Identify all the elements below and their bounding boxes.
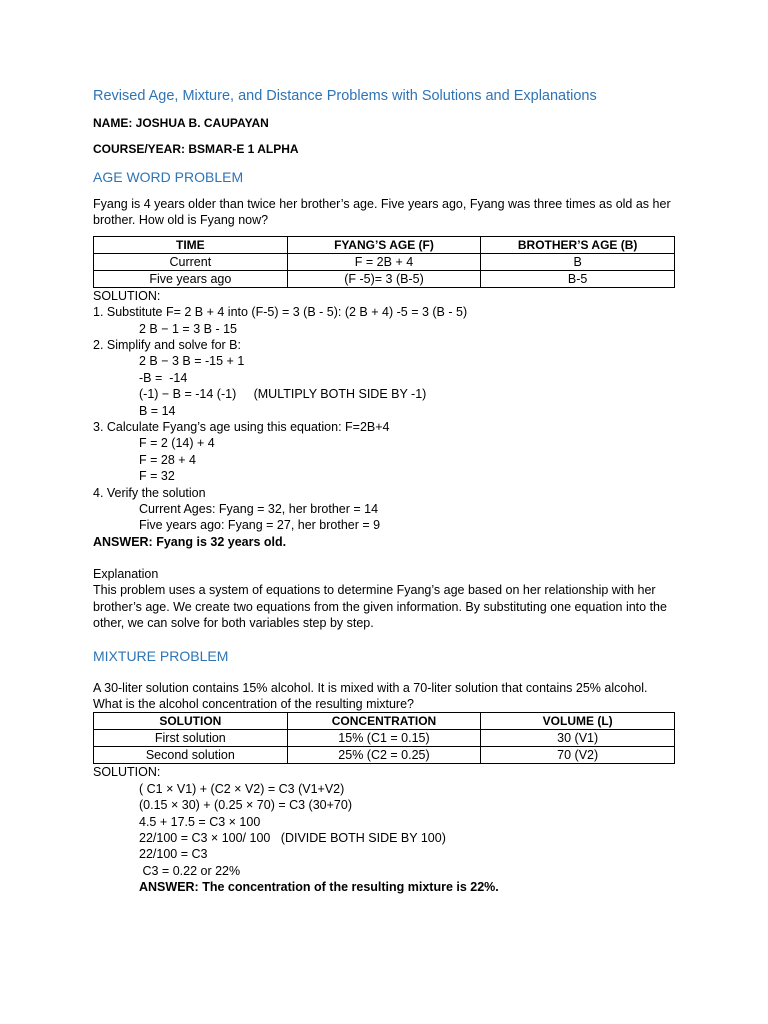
mixture-table [93,712,675,764]
solution-step: 22/100 = C3 × 100/ 100 (DIVIDE BOTH SIDE BY 100) [139,831,446,846]
solution-step: (0.15 × 30) + (0.25 × 70) = C3 (30+70) [139,798,352,813]
table-cell: 70 (V2) [481,747,675,764]
solution-step: 2. Simplify and solve for B: [93,337,241,352]
solution-step: 22/100 = C3 [139,847,208,862]
table-cell: 30 (V1) [481,730,675,747]
table-cell: 25% (C2 = 0.25) [287,747,481,764]
table-cell: First solution [94,730,288,747]
explanation-text: This problem uses a system of equations to determine Fyang’s age based on her relationship with her brother’s age. We create two equations from the given information. By substituting one equation into the other, we can solve for both variables step by step. [93,583,667,631]
mixture-answer: ANSWER: The concentration of the resulting mixture is 22%. [139,880,499,895]
course-line: COURSE/YEAR: BSMAR-E 1 ALPHA [93,142,299,156]
solution-step: F = 2 (14) + 4 [139,436,215,451]
table-header-cell: FYANG’S AGE (F) [287,236,481,253]
table-cell: Second solution [94,747,288,764]
age-section-heading: AGE WORD PROBLEM [93,169,244,185]
mixture-problem-text: A 30-liter solution contains 15% alcohol. It is mixed with a 70-liter solution that contains 25% alcohol. What is the alcohol concentration of the resulting mixture? [93,680,648,712]
solution-step: -B = -14 [139,370,188,385]
solution-step: ( C1 × V1) + (C2 × V2) = C3 (V1+V2) [139,781,345,796]
table-cell: F = 2B + 4 [287,253,481,270]
table-cell: B-5 [481,270,675,287]
solution-step: 2 B − 3 B = -15 + 1 [139,354,245,369]
table-header-cell: CONCENTRATION [287,713,481,730]
age-problem-text: Fyang is 4 years older than twice her brother’s age. Five years ago, Fyang was three times as old as her brother. How old is Fyang now? [93,197,671,228]
table-header-cell: VOLUME (L) [481,713,675,730]
solution-step: (-1) − B = -14 (-1) (MULTIPLY BOTH SIDE BY -1) [139,387,427,402]
table-cell: (F -5)= 3 (B-5) [287,270,481,287]
solution-step: F = 32 [139,469,175,484]
table-header-cell: SOLUTION [94,713,288,730]
document-page [93,86,677,896]
solution-step: 1. Substitute F= 2 B + 4 into (F-5) = 3 (B - 5): (2 B + 4) -5 = 3 (B - 5) [93,305,468,320]
table-cell: B [481,253,675,270]
table-header-cell: BROTHER’S AGE (B) [481,236,675,253]
table-row [94,253,675,270]
name-line: NAME: JOSHUA B. CAUPAYAN [93,116,269,130]
table-header-cell: TIME [94,236,288,253]
table-row [94,270,675,287]
table-row [94,730,675,747]
solution-step: B = 14 [139,403,176,418]
solution-step: Current Ages: Fyang = 32, her brother = 14 [139,501,379,516]
blank-line [93,550,677,566]
explanation-label: Explanation [93,567,159,582]
document-title: Revised Age, Mixture, and Distance Problems with Solutions and Explanations [93,88,597,104]
solution-step: 3. Calculate Fyang’s age using this equation: F=2B+4 [93,419,390,434]
age-table [93,236,675,288]
solution-step: C3 = 0.22 or 22% [139,863,241,878]
solution-step: F = 28 + 4 [139,452,196,467]
solution-step: 4.5 + 17.5 = C3 × 100 [139,814,261,829]
solution-label: SOLUTION: [93,765,161,780]
table-cell: 15% (C1 = 0.15) [287,730,481,747]
table-row [94,747,675,764]
solution-step: 4. Verify the solution [93,485,206,500]
mixture-section-heading: MIXTURE PROBLEM [93,647,229,664]
solution-label: SOLUTION: [93,288,161,303]
solution-step: 2 B − 1 = 3 B - 15 [139,321,237,336]
solution-step: Five years ago: Fyang = 27, her brother = 9 [139,518,381,533]
table-header-row [94,713,675,730]
table-header-row [94,236,675,253]
table-cell: Current [94,253,288,270]
age-answer: ANSWER: Fyang is 32 years old. [93,534,287,549]
table-cell: Five years ago [94,270,288,287]
